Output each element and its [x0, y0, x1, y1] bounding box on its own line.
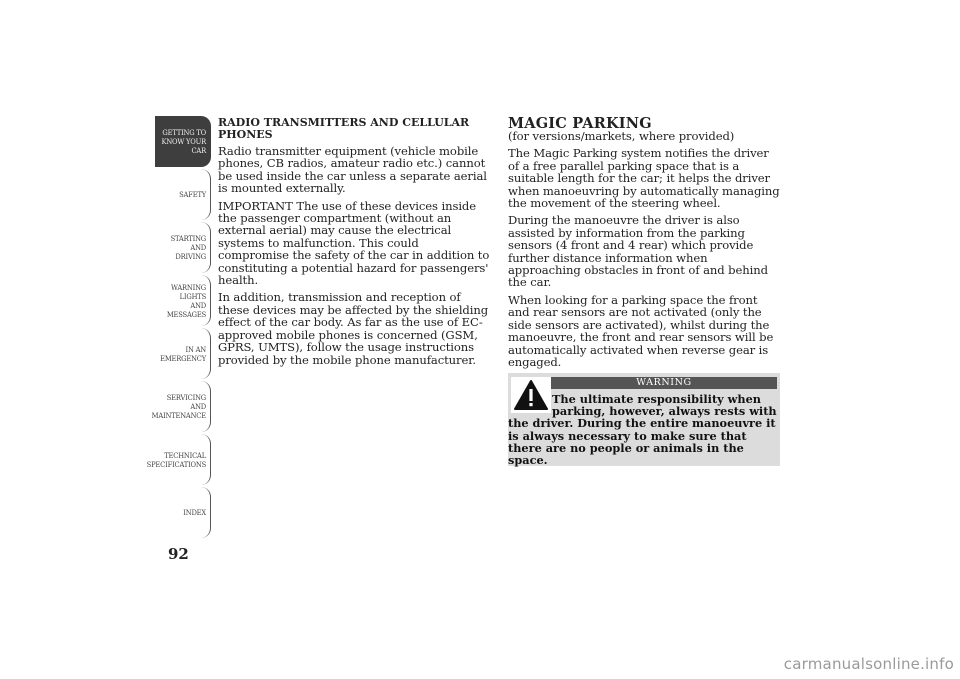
tab-label: GETTING TO KNOW YOUR CAR — [161, 128, 206, 155]
tab-label: INDEX — [183, 508, 206, 517]
paragraph: During the manoeuvre the driver is also assisted by information from the parking sensors (4 front and 4 rear) which provide further distance information when approaching obstacles in front of and behind the car. — [508, 213, 768, 290]
tab-label: TECHNICAL SPECIFICATIONS — [146, 450, 206, 469]
paragraph: When looking for a parking space the front and rear sensors are not activated (only the side sensors are activated), whilst during the manoeuvre, the front and rear sensors will be automatically activated when reverse gear is engaged. — [508, 292, 774, 369]
page-number: 92 — [168, 545, 189, 563]
tab-warning-lights-and-messages[interactable] — [155, 275, 211, 326]
section-subtitle: (for versions/markets, where provided) — [508, 129, 735, 143]
tab-label: STARTING AND DRIVING — [170, 234, 206, 261]
left-column — [218, 117, 490, 371]
warning-line: The ultimate responsibility when — [552, 392, 761, 406]
tab-technical-specifications[interactable] — [146, 434, 211, 485]
section-heading-radio-transmitters: RADIO TRANSMITTERS AND CELLULAR PHONES — [218, 116, 470, 141]
warning-rest: the driver. During the entire manoeuvre it is always necessary to make sure that there are no people or animals in the space. — [508, 416, 776, 468]
tab-getting-to-know-your-car[interactable] — [155, 116, 211, 167]
paragraph: Radio transmitter equipment (vehicle mobile phones, CB radios, amateur radio etc.) cannot be used inside the car unless a separate aerial is mounted externally. — [218, 144, 487, 196]
tab-starting-and-driving[interactable] — [155, 222, 211, 273]
warning-title-bar: WARNING — [551, 377, 777, 389]
tab-index[interactable] — [155, 487, 211, 538]
tab-label: IN AN EMERGENCY — [160, 344, 206, 363]
watermark: carmanualsonline.info — [783, 655, 954, 673]
right-column — [508, 117, 780, 373]
paragraph: The Magic Parking system notifies the driver of a free parallel parking space that is a suitable length for the car; it helps the driver when manoeuvring by automatically managing the movement of the steering wheel. — [508, 146, 780, 211]
warning-box — [508, 373, 780, 466]
tab-label: WARNING LIGHTS AND MESSAGES — [166, 282, 206, 319]
paragraph: IMPORTANT The use of these devices inside the passenger compartment (without an external aerial) may cause the electrical systems to malfunction. This could compromise the safety of the car in addition to constituting a potential hazard for passengers' health. — [218, 198, 490, 288]
tab-in-an-emergency[interactable] — [155, 328, 211, 379]
paragraph: In addition, transmission and reception of these devices may be affected by the shielding effect of the car body. As far as the use of EC-approved mobile phones is concerned (GSM, GPRS, UMTS), follow the usage instructions provided by the mobile phone manufacturer. — [218, 290, 489, 367]
tab-safety[interactable] — [155, 169, 211, 220]
section-heading-magic-parking: MAGIC PARKING — [508, 115, 652, 132]
tab-label: SERVICING AND MAINTENANCE — [151, 393, 206, 420]
warning-line: parking, however, always rests with — [552, 404, 777, 419]
warning-text — [508, 393, 780, 466]
tab-servicing-and-maintenance[interactable] — [151, 381, 211, 432]
tab-label: SAFETY — [179, 190, 206, 199]
